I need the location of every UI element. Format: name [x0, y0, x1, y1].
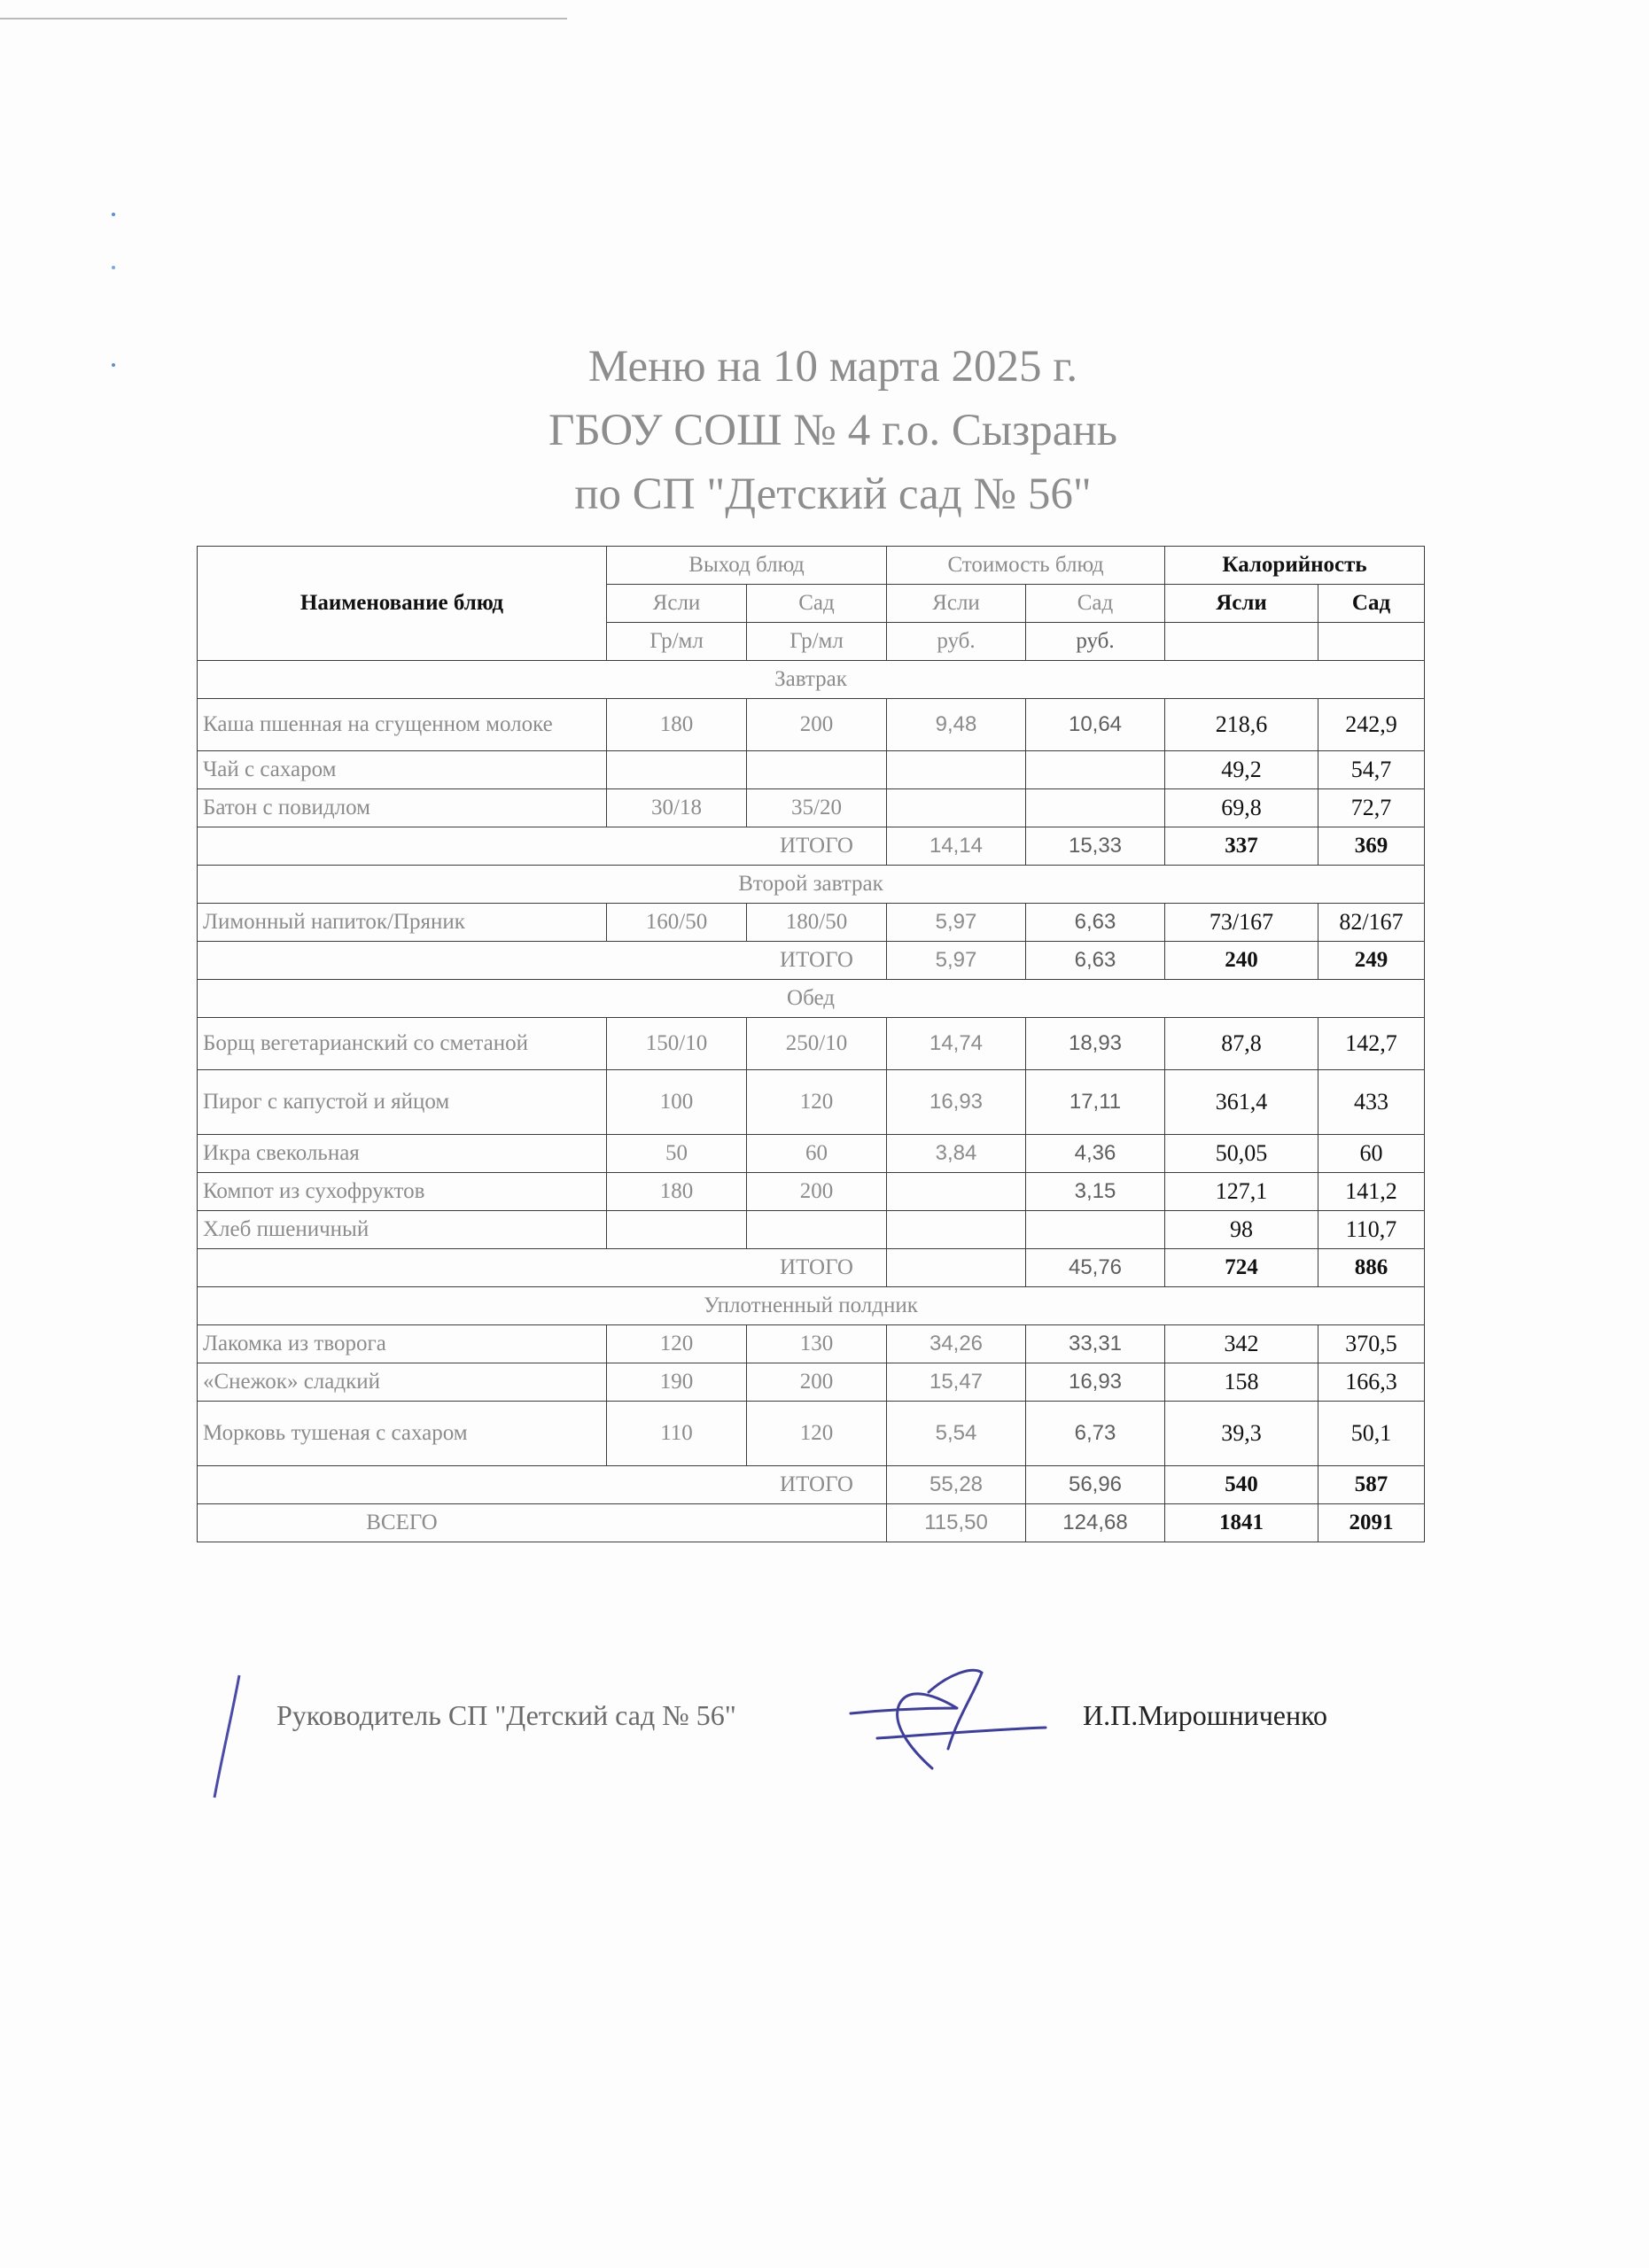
total-spacer: [607, 1466, 747, 1504]
title-line-date: Меню на 10 марта 2025 г.: [587, 342, 1078, 392]
title-line-kindergarten: по СП "Детский сад № 56": [574, 470, 1092, 519]
total-spacer: [198, 827, 607, 866]
header-output-yasli: Ясли: [607, 585, 747, 623]
output-sad: 200: [747, 699, 887, 751]
output-yasli: [607, 751, 747, 789]
dish-name: Каша пшенная на сгущенном молоке: [198, 699, 607, 751]
output-yasli: [607, 1211, 747, 1249]
unit-output-sad: Гр/мл: [747, 623, 887, 661]
header-kcal-yasli: Ясли: [1165, 585, 1318, 623]
calories-yasli: 73/167: [1165, 904, 1318, 942]
total-label: ИТОГО: [747, 942, 887, 980]
cost-yasli: 5,97: [887, 904, 1026, 942]
dish-name: Морковь тушеная с сахаром: [198, 1402, 607, 1466]
dish-row: [198, 751, 1425, 789]
calories-yasli: 98: [1165, 1211, 1318, 1249]
header-output: Выход блюд: [607, 547, 887, 585]
output-yasli: 50: [607, 1135, 747, 1173]
total-calories-sad: 249: [1318, 942, 1425, 980]
unit-kcal-sad: [1318, 623, 1425, 661]
grand-total-label: ВСЕГО: [198, 1504, 607, 1542]
cost-sad: 33,31: [1026, 1325, 1165, 1363]
cost-yasli: 3,84: [887, 1135, 1026, 1173]
total-cost-sad: 56,96: [1026, 1466, 1165, 1504]
calories-yasli: 218,6: [1165, 699, 1318, 751]
output-sad: 250/10: [747, 1018, 887, 1070]
calories-sad: 110,7: [1318, 1211, 1425, 1249]
cost-sad: 16,93: [1026, 1363, 1165, 1402]
header-cost: Стоимость блюд: [887, 547, 1165, 585]
output-yasli: 100: [607, 1070, 747, 1135]
dish-row: [198, 1325, 1425, 1363]
scan-top-line: [0, 18, 567, 19]
total-calories-sad: 886: [1318, 1249, 1425, 1287]
total-calories-yasli: 724: [1165, 1249, 1318, 1287]
calories-yasli: 87,8: [1165, 1018, 1318, 1070]
handwritten-signature: [824, 1657, 1054, 1781]
signatory-role: Руководитель СП "Детский сад № 56": [276, 1699, 736, 1731]
document-title: [390, 335, 1276, 526]
total-cost-yasli: 14,14: [887, 827, 1026, 866]
section-title: Завтрак: [198, 661, 1425, 699]
dish-name: Пирог с капустой и яйцом: [198, 1070, 607, 1135]
calories-yasli: 69,8: [1165, 789, 1318, 827]
dish-row: [198, 1402, 1425, 1466]
output-sad: 35/20: [747, 789, 887, 827]
dish-name: «Снежок» сладкий: [198, 1363, 607, 1402]
menu-table: [197, 546, 1425, 1542]
title-line-school: ГБОУ СОШ № 4 г.о. Сызрань: [548, 406, 1117, 455]
total-calories-sad: 369: [1318, 827, 1425, 866]
section-total-row: [198, 827, 1425, 866]
dish-row: [198, 1135, 1425, 1173]
total-cost-yasli: 55,28: [887, 1466, 1026, 1504]
section-title: Второй завтрак: [198, 866, 1425, 904]
cost-yasli: [887, 789, 1026, 827]
cost-yasli: 9,48: [887, 699, 1026, 751]
grand-total-spacer: [607, 1504, 747, 1542]
total-spacer: [607, 1249, 747, 1287]
calories-sad: 82/167: [1318, 904, 1425, 942]
output-yasli: 120: [607, 1325, 747, 1363]
output-sad: [747, 1211, 887, 1249]
calories-sad: 142,7: [1318, 1018, 1425, 1070]
total-calories-yasli: 240: [1165, 942, 1318, 980]
output-yasli: 110: [607, 1402, 747, 1466]
cost-yasli: [887, 751, 1026, 789]
header-cost-yasli: Ясли: [887, 585, 1026, 623]
cost-yasli: 15,47: [887, 1363, 1026, 1402]
output-yasli: 150/10: [607, 1018, 747, 1070]
output-sad: 200: [747, 1363, 887, 1402]
scan-speck: [112, 266, 115, 269]
total-calories-yasli: 337: [1165, 827, 1318, 866]
section-total-row: [198, 1466, 1425, 1504]
output-sad: 60: [747, 1135, 887, 1173]
header-output-sad: Сад: [747, 585, 887, 623]
output-sad: 180/50: [747, 904, 887, 942]
grand-total-calories-yasli: 1841: [1165, 1504, 1318, 1542]
dish-name: Батон с повидлом: [198, 789, 607, 827]
dish-row: [198, 1211, 1425, 1249]
header-dish-name: Наименование блюд: [198, 547, 607, 661]
scan-speck: [112, 363, 115, 367]
total-calories-sad: 587: [1318, 1466, 1425, 1504]
section-header-row: [198, 866, 1425, 904]
section-total-row: [198, 942, 1425, 980]
output-sad: [747, 751, 887, 789]
calories-sad: 433: [1318, 1070, 1425, 1135]
unit-cost-sad: руб.: [1026, 623, 1165, 661]
calories-yasli: 39,3: [1165, 1402, 1318, 1466]
output-yasli: 180: [607, 699, 747, 751]
cost-sad: 18,93: [1026, 1018, 1165, 1070]
cost-sad: [1026, 1211, 1165, 1249]
dish-row: [198, 1363, 1425, 1402]
grand-total-spacer: [747, 1504, 887, 1542]
header-row-groups: [198, 547, 1425, 585]
header-kcal-sad: Сад: [1318, 585, 1425, 623]
section-title: Уплотненный полдник: [198, 1287, 1425, 1325]
scan-speck: [112, 213, 115, 216]
total-calories-yasli: 540: [1165, 1466, 1318, 1504]
calories-sad: 166,3: [1318, 1363, 1425, 1402]
calories-sad: 50,1: [1318, 1402, 1425, 1466]
dish-name: Икра свекольная: [198, 1135, 607, 1173]
total-spacer: [198, 1249, 607, 1287]
signatory-name: И.П.Мирошниченко: [1083, 1699, 1328, 1731]
cost-sad: 17,11: [1026, 1070, 1165, 1135]
total-cost-sad: 15,33: [1026, 827, 1165, 866]
total-cost-yasli: [887, 1249, 1026, 1287]
output-yasli: 30/18: [607, 789, 747, 827]
cost-yasli: 14,74: [887, 1018, 1026, 1070]
output-yasli: 180: [607, 1173, 747, 1211]
grand-total-cost-yasli: 115,50: [887, 1504, 1026, 1542]
calories-sad: 141,2: [1318, 1173, 1425, 1211]
cost-sad: [1026, 751, 1165, 789]
grand-total-row: [198, 1504, 1425, 1542]
unit-output-yasli: Гр/мл: [607, 623, 747, 661]
cost-sad: 10,64: [1026, 699, 1165, 751]
grand-total-calories-sad: 2091: [1318, 1504, 1425, 1542]
section-title: Обед: [198, 980, 1425, 1018]
cost-yasli: 16,93: [887, 1070, 1026, 1135]
dish-name: Лимонный напиток/Пряник: [198, 904, 607, 942]
total-cost-sad: 45,76: [1026, 1249, 1165, 1287]
cost-yasli: 34,26: [887, 1325, 1026, 1363]
dish-row: [198, 1018, 1425, 1070]
output-sad: 120: [747, 1402, 887, 1466]
total-spacer: [198, 942, 607, 980]
calories-sad: 370,5: [1318, 1325, 1425, 1363]
calories-yasli: 50,05: [1165, 1135, 1318, 1173]
calories-yasli: 342: [1165, 1325, 1318, 1363]
section-total-row: [198, 1249, 1425, 1287]
dish-row: [198, 699, 1425, 751]
dish-name: Борщ вегетарианский со сметаной: [198, 1018, 607, 1070]
calories-sad: 72,7: [1318, 789, 1425, 827]
dish-row: [198, 1070, 1425, 1135]
cost-sad: 4,36: [1026, 1135, 1165, 1173]
output-sad: 120: [747, 1070, 887, 1135]
cost-sad: 3,15: [1026, 1173, 1165, 1211]
dish-name: Хлеб пшеничный: [198, 1211, 607, 1249]
cost-sad: 6,63: [1026, 904, 1165, 942]
cost-sad: [1026, 789, 1165, 827]
output-yasli: 160/50: [607, 904, 747, 942]
cost-yasli: [887, 1211, 1026, 1249]
unit-kcal-yasli: [1165, 623, 1318, 661]
dish-row: [198, 904, 1425, 942]
dish-name: Лакомка из творога: [198, 1325, 607, 1363]
total-spacer: [198, 1466, 607, 1504]
total-label: ИТОГО: [747, 1466, 887, 1504]
dish-name: Компот из сухофруктов: [198, 1173, 607, 1211]
calories-sad: 60: [1318, 1135, 1425, 1173]
output-sad: 130: [747, 1325, 887, 1363]
cost-yasli: 5,54: [887, 1402, 1026, 1466]
section-header-row: [198, 980, 1425, 1018]
header-calories: Калорийность: [1165, 547, 1425, 585]
calories-yasli: 49,2: [1165, 751, 1318, 789]
grand-total-cost-sad: 124,68: [1026, 1504, 1165, 1542]
calories-sad: 54,7: [1318, 751, 1425, 789]
cost-sad: 6,73: [1026, 1402, 1165, 1466]
output-sad: 200: [747, 1173, 887, 1211]
total-label: ИТОГО: [747, 827, 887, 866]
dish-name: Чай с сахаром: [198, 751, 607, 789]
calories-yasli: 127,1: [1165, 1173, 1318, 1211]
total-spacer: [607, 827, 747, 866]
total-label: ИТОГО: [747, 1249, 887, 1287]
total-cost-yasli: 5,97: [887, 942, 1026, 980]
calories-yasli: 158: [1165, 1363, 1318, 1402]
total-cost-sad: 6,63: [1026, 942, 1165, 980]
section-header-row: [198, 661, 1425, 699]
output-yasli: 190: [607, 1363, 747, 1402]
dish-row: [198, 789, 1425, 827]
total-spacer: [607, 942, 747, 980]
header-cost-sad: Сад: [1026, 585, 1165, 623]
unit-cost-yasli: руб.: [887, 623, 1026, 661]
dish-row: [198, 1173, 1425, 1211]
calories-yasli: 361,4: [1165, 1070, 1318, 1135]
calories-sad: 242,9: [1318, 699, 1425, 751]
cost-yasli: [887, 1173, 1026, 1211]
section-header-row: [198, 1287, 1425, 1325]
